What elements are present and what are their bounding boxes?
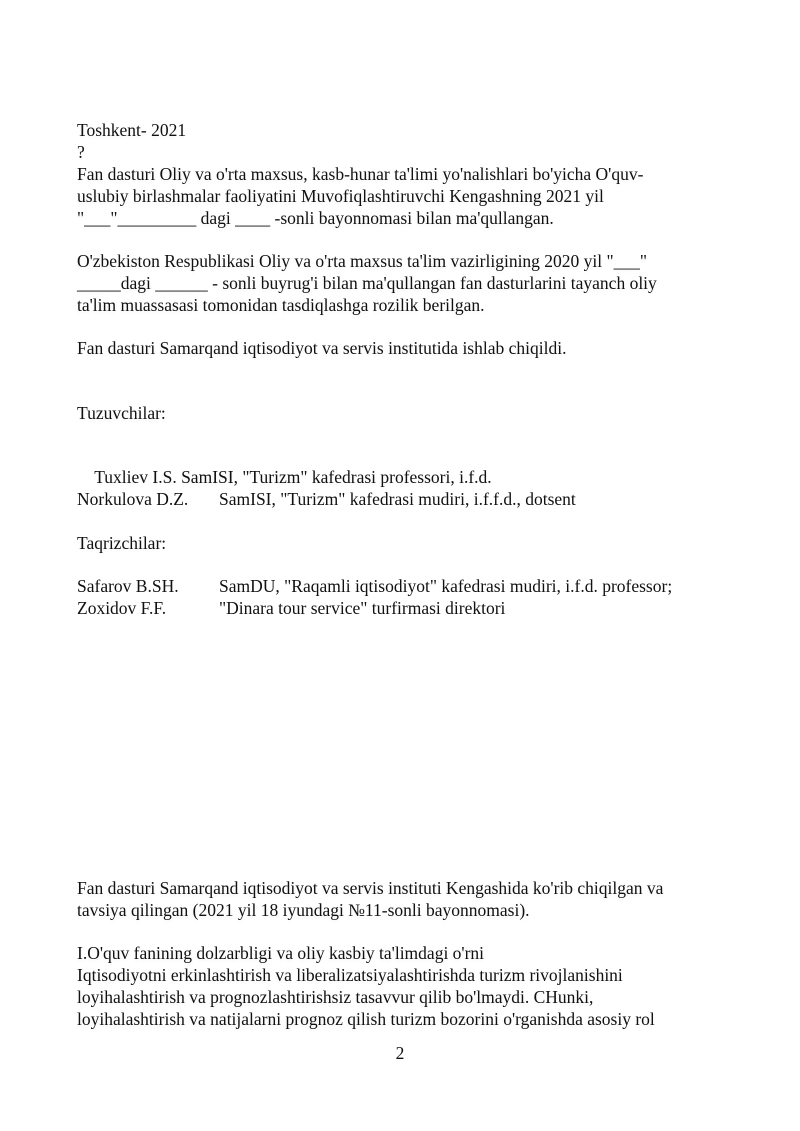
- reviewer-name: Zoxidov F.F.: [77, 598, 167, 618]
- reviewers-heading: Taqrizchilar:: [77, 533, 167, 553]
- unknown-mark: ?: [77, 142, 85, 162]
- ministry-line-3: ta'lim muassasasi tomonidan tasdiqlashga rozilik berilgan.: [77, 295, 485, 315]
- section-line-2: loyihalashtirish va prognozlashtirishsiz tasavvur qilib bo'lmaydi. CHunki,: [77, 987, 594, 1007]
- ministry-line-1: O'zbekiston Respublikasi Oliy va o'rta maxsus ta'lim vazirligining 2020 yil "___": [77, 251, 648, 271]
- section-line-3: loyihalashtirish va natijalarni prognoz qilish turizm bozorini o'rganishda asosiy rol: [77, 1009, 655, 1029]
- reviewer-desc: SamDU, "Raqamli iqtisodiyot" kafedrasi mudiri, i.f.d. professor;: [219, 576, 673, 596]
- reviewer-name: Safarov B.SH.: [77, 576, 179, 596]
- approval-line-1: Fan dasturi Oliy va o'rta maxsus, kasb-hunar ta'limi yo'nalishlari bo'yicha O'quv-: [77, 164, 644, 184]
- section-line-1: Iqtisodiyotni erkinlashtirish va liberalizatsiyalashtirishda turizm rivojlanishini: [77, 965, 623, 985]
- author-name: Norkulova D.Z.: [77, 489, 189, 509]
- ministry-line-2: _____dagi ______ - sonli buyrug'i bilan ma'qullangan fan dasturlarini tayanch oliy: [77, 273, 657, 293]
- page-number: 2: [395, 1043, 405, 1063]
- council-line-1: Fan dasturi Samarqand iqtisodiyot va servis instituti Kengashida ko'rib chiqilgan va: [77, 878, 664, 898]
- authors-heading: Tuzuvchilar:: [77, 403, 166, 423]
- author-desc: SamISI, "Turizm" kafedrasi mudiri, i.f.f.d., dotsent: [219, 489, 576, 509]
- author-name: Tuxliev I.S.: [94, 467, 177, 487]
- reviewer-desc: "Dinara tour service" turfirmasi direktori: [219, 598, 506, 618]
- author-desc: SamISI, "Turizm" kafedrasi professori, i.f.d.: [181, 467, 492, 487]
- approval-line-3: "___"_________ dagi ____ -sonli bayonnomasi bilan ma'qullangan.: [77, 208, 554, 228]
- council-line-2: tavsiya qilingan (2021 yil 18 iyundagi №11-sonli bayonnomasi).: [77, 900, 530, 920]
- section-title: I.O'quv fanining dolzarbligi va oliy kasbiy ta'limdagi o'rni: [77, 943, 485, 963]
- city-year: Toshkent- 2021: [77, 120, 187, 140]
- approval-line-2: uslubiy birlashmalar faoliyatini Muvofiqlashtiruvchi Kengashning 2021 yil: [77, 186, 604, 206]
- developed-statement: Fan dasturi Samarqand iqtisodiyot va servis institutida ishlab chiqildi.: [77, 338, 567, 358]
